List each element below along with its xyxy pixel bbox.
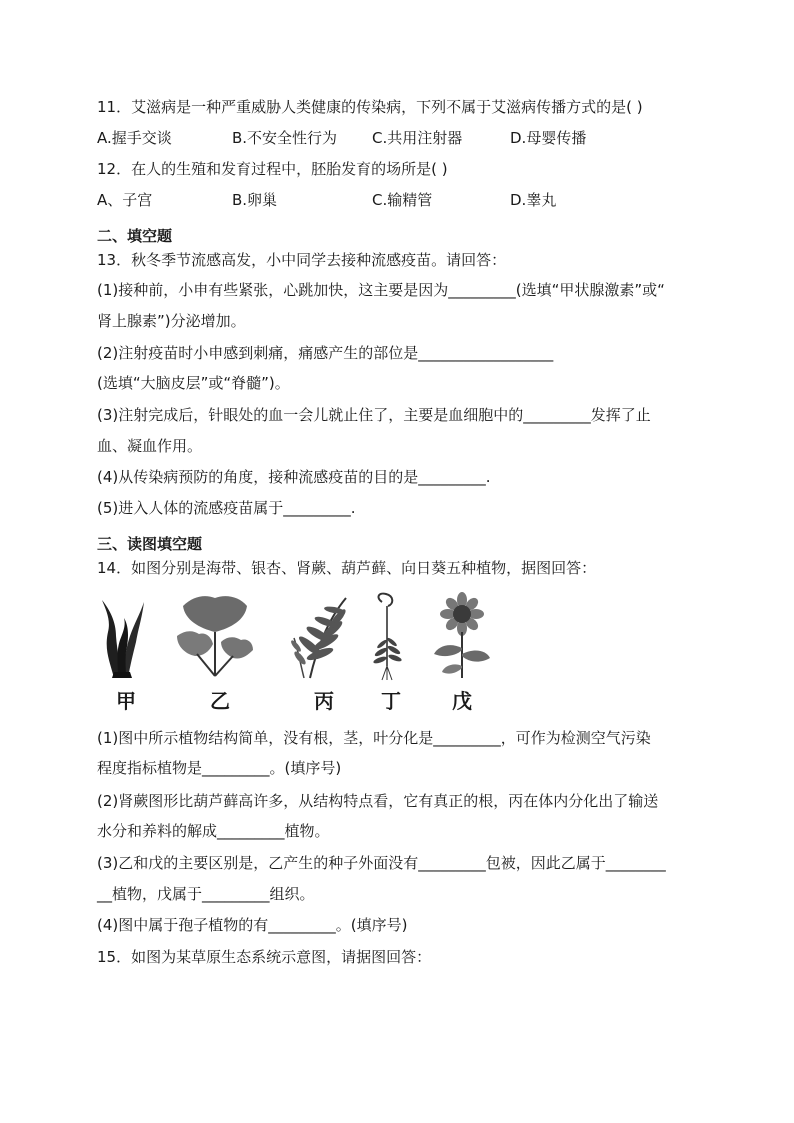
- q13-stem: 13．秋冬季节流感高发，小中同学去接种流感疫苗。请回答：: [97, 251, 507, 269]
- q11-option-b: B.不安全性行为: [232, 129, 338, 147]
- q14-line-6: __植物，戊属于_________组织。: [97, 885, 315, 903]
- q12-option-b: B.卵巢: [232, 191, 278, 209]
- q14-stem: 14．如图分别是海带、银杏、肾蕨、葫芦藓、向日葵五种植物，据图回答：: [97, 559, 597, 577]
- q13-line-5: (3)注射完成后，针眼处的血一会儿就止住了，主要是血细胞中的_________发挥了止: [97, 406, 651, 424]
- q11-option-a: A.握手交谈: [97, 129, 172, 147]
- q12-stem: 12．在人的生殖和发育过程中，胚胎发育的场所是( ): [97, 160, 448, 178]
- q14-line-1: (1)图中所示植物结构简单，没有根，茎，叶分化是_________，可作为检测空气污染: [97, 729, 651, 747]
- q12-option-d: D.睾丸: [510, 191, 557, 209]
- figure-label-bing: 丙: [314, 689, 334, 713]
- figure-label-yi: 乙: [210, 689, 230, 713]
- q13-line-7: (4)从传染病预防的角度，接种流感疫苗的目的是_________.: [97, 468, 491, 486]
- figure-label-ding: 丁: [381, 689, 401, 713]
- fern-illustration: [290, 592, 362, 680]
- q12-option-a: A、子宫: [97, 191, 153, 209]
- q14-line-3: (2)肾蕨图形比葫芦藓高许多，从结构特点看，它有真正的根，丙在体内分化出了输送: [97, 792, 659, 810]
- section3-title: 三、读图填空题: [97, 535, 203, 553]
- sunflower-illustration: [430, 592, 494, 680]
- figure-label-wu: 戊: [452, 689, 472, 713]
- q13-line-1: (1)接种前，小申有些紧张，心跳加快，这主要是因为_________(选填“甲状腺激素”或“: [97, 281, 665, 299]
- moss-illustration: [370, 592, 410, 682]
- q12-option-c: C.输精管: [372, 191, 433, 209]
- q14-line-4: 水分和养料的解成_________植物。: [97, 822, 330, 840]
- q11-option-c: C.共用注射器: [372, 129, 463, 147]
- figure-label-jia: 甲: [116, 689, 136, 713]
- q13-line-2: 肾上腺素”)分泌增加。: [97, 312, 246, 330]
- q14-line-7: (4)图中属于孢子植物的有_________。(填序号): [97, 916, 408, 934]
- q11-option-d: D.母婴传播: [510, 129, 587, 147]
- kelp-illustration: [96, 592, 150, 682]
- q11-stem: 11．艾滋病是一种严重威胁人类健康的传染病，下列不属于艾滋病传播方式的是( ): [97, 98, 643, 116]
- section2-title: 二、填空题: [97, 227, 173, 245]
- q13-line-6: 血、凝血作用。: [97, 437, 203, 455]
- q13-line-3: (2)注射疫苗时小申感到刺痛，痛感产生的部位是__________________: [97, 344, 554, 362]
- q14-line-5: (3)乙和戊的主要区别是，乙产生的种子外面没有_________包被，因此乙属于________: [97, 854, 666, 872]
- ginkgo-illustration: [175, 592, 255, 678]
- q13-line-4: (选填“大脑皮层”或“脊髓”)。: [97, 374, 290, 392]
- q15-stem: 15．如图为某草原生态系统示意图，请据图回答：: [97, 948, 432, 966]
- q14-line-2: 程度指标植物是_________。(填序号): [97, 759, 342, 777]
- q13-line-8: (5)进入人体的流感疫苗属于_________.: [97, 499, 356, 517]
